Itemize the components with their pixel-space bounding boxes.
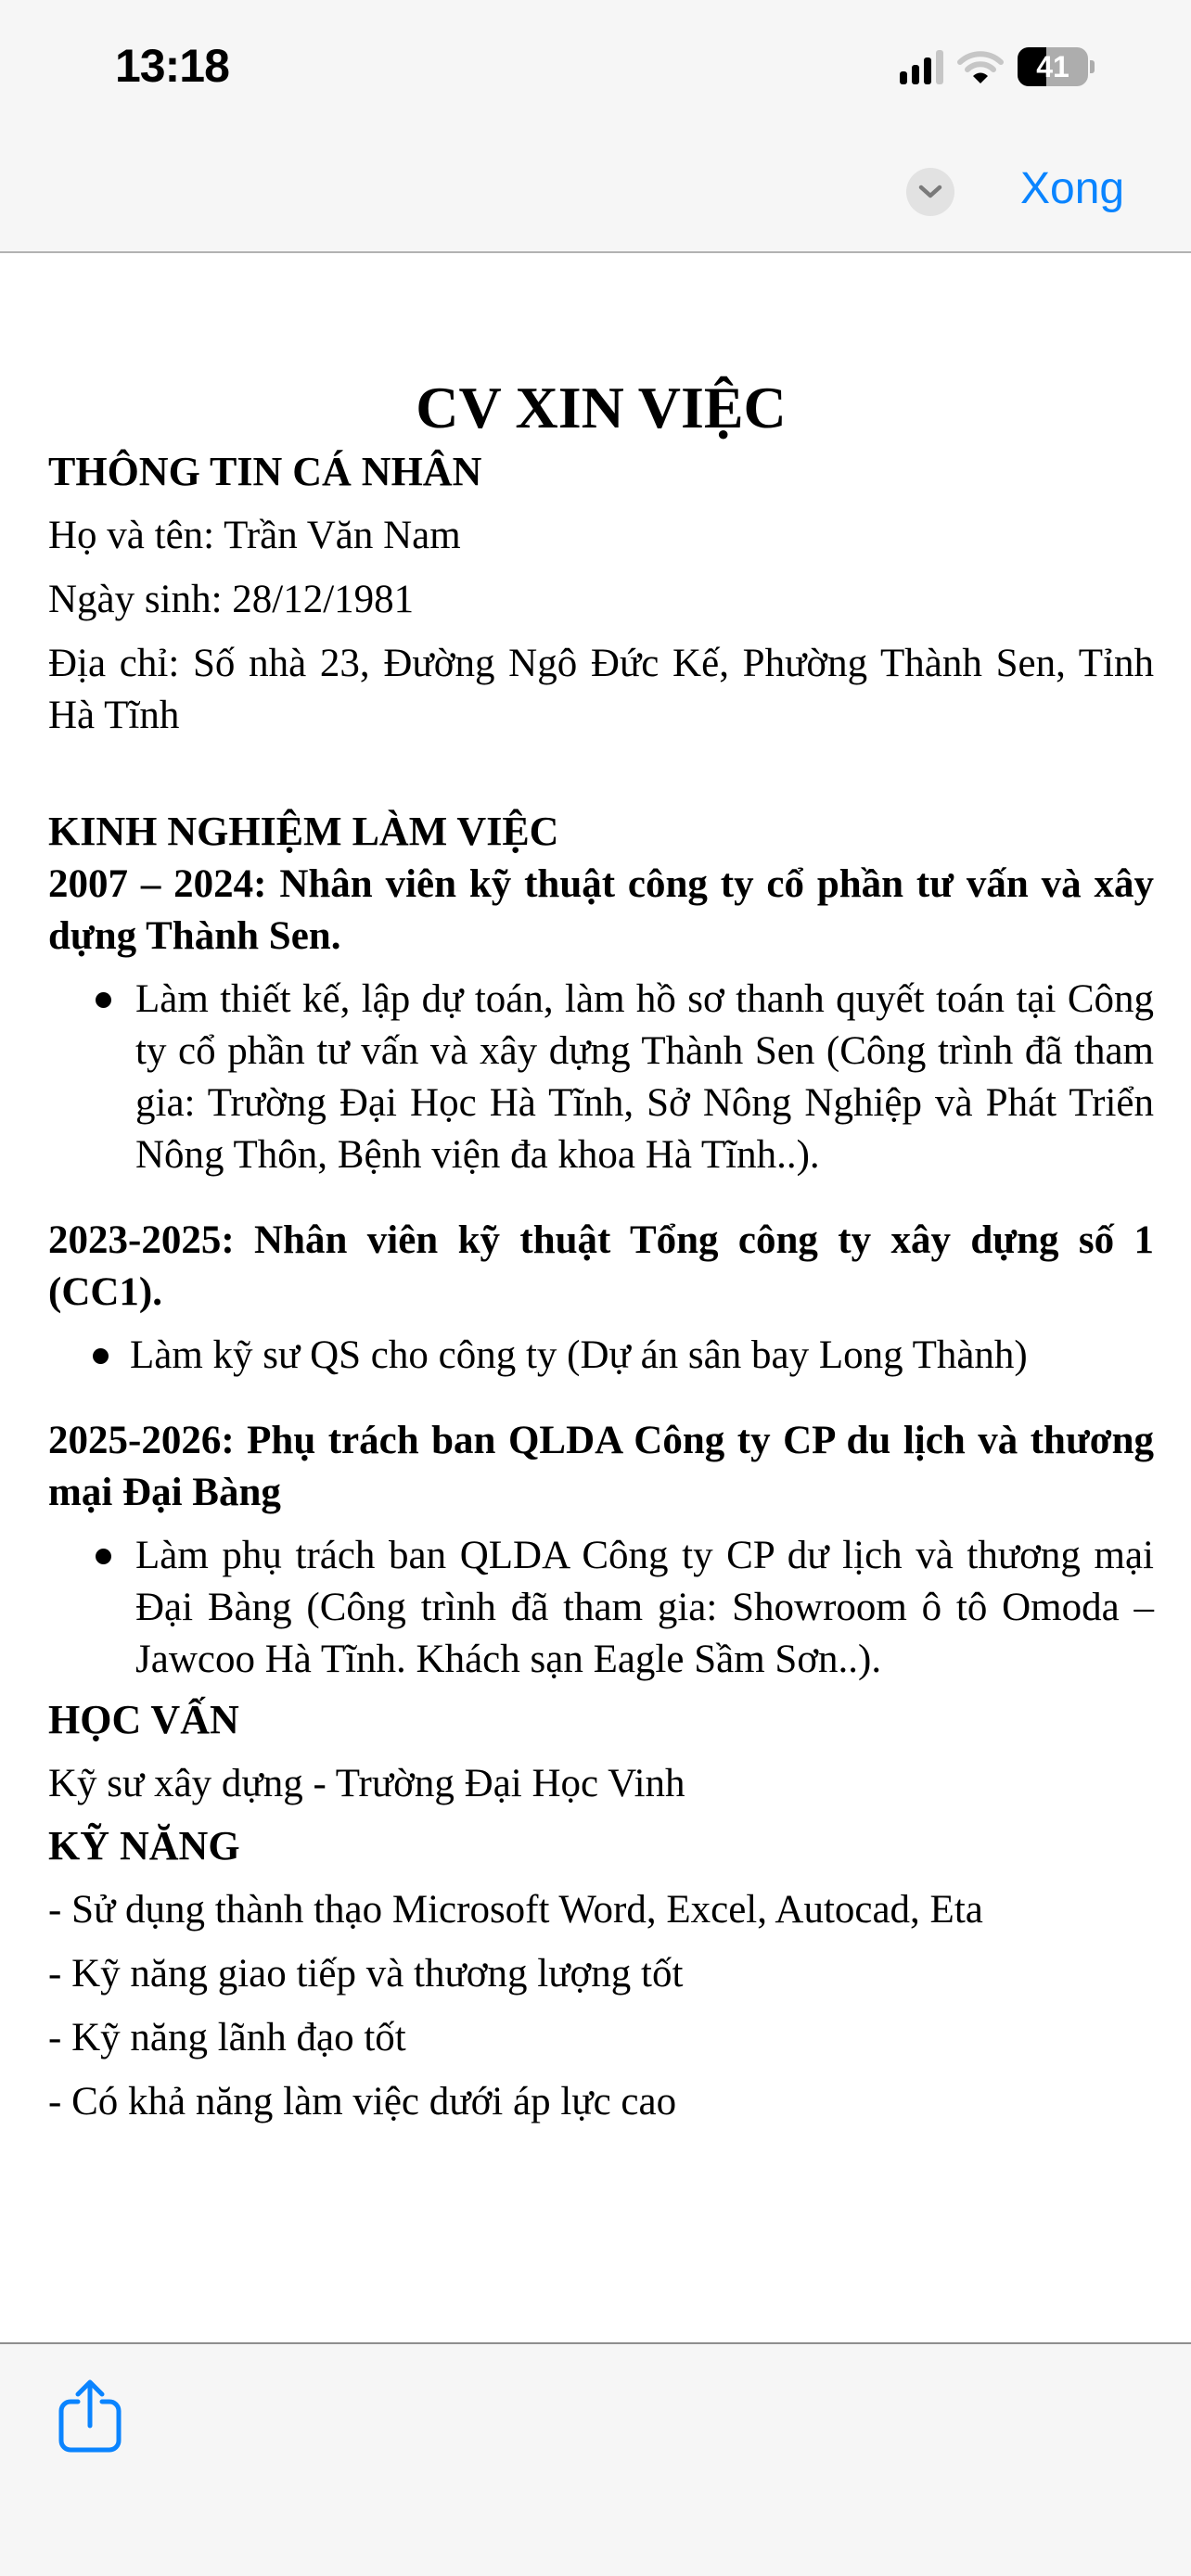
bullet-icon bbox=[93, 1348, 109, 1364]
share-icon bbox=[58, 2379, 122, 2454]
status-time: 13:18 bbox=[115, 40, 229, 92]
chevron-down-icon bbox=[918, 185, 942, 199]
battery-percent: 41 bbox=[1036, 49, 1069, 83]
section-heading: KỸ NĂNG bbox=[48, 1823, 240, 1868]
job-title: 2023-2025: Nhân viên kỹ thuật Tổng công ty xây dựng số 1 (CC1). bbox=[48, 1218, 1154, 1314]
skill-item: - Sử dụng thành thạo Microsoft Word, Excel, Autocad, Eta bbox=[48, 1888, 983, 1932]
wifi-icon bbox=[956, 49, 1005, 84]
list-item: Làm kỹ sư QS cho công ty (Dự án sân bay Long Thành) bbox=[130, 1330, 1154, 1382]
top-bar bbox=[0, 0, 1191, 253]
section-heading: THÔNG TIN CÁ NHÂN bbox=[48, 449, 482, 494]
skill-item: - Kỹ năng lãnh đạo tốt bbox=[48, 2016, 406, 2060]
personal-info-section bbox=[48, 445, 1154, 742]
section-heading: KINH NGHIỆM LÀM VIỆC bbox=[48, 809, 559, 854]
address: Địa chỉ: Số nhà 23, Đường Ngô Đức Kế, Phường Thành Sen, Tỉnh Hà Tĩnh bbox=[48, 642, 1154, 737]
bottom-toolbar bbox=[0, 2342, 1191, 2576]
cellular-signal-icon bbox=[900, 49, 943, 84]
job-entry bbox=[48, 1215, 1154, 1382]
education-entry: Kỹ sư xây dựng - Trường Đại Học Vinh bbox=[48, 1762, 685, 1805]
done-button[interactable]: Xong bbox=[1020, 164, 1125, 213]
status-icons bbox=[900, 48, 1095, 85]
section-heading: HỌC VẤN bbox=[48, 1697, 239, 1742]
list-item: Làm phụ trách ban QLDA Công ty CP dư lịch và thương mại Đại Bàng (Công trình đã tham gia: Showroom ô tô Omoda – Jawcoo Hà Tĩnh. Khách sạn Eagle Sầm Sơn..). bbox=[135, 1530, 1154, 1686]
skills-section bbox=[48, 1819, 1154, 2128]
document-title: CV XIN VIỆC bbox=[416, 375, 787, 440]
job-entry bbox=[48, 1415, 1154, 1686]
battery-indicator bbox=[1018, 47, 1095, 86]
skill-item: - Có khả năng làm việc dưới áp lực cao bbox=[48, 2080, 677, 2123]
bullet-icon bbox=[96, 1549, 111, 1564]
job-title: 2025-2026: Phụ trách ban QLDA Công ty CP du lịch và thương mại Đại Bàng bbox=[48, 1419, 1154, 1514]
experience-section bbox=[48, 805, 1154, 1686]
job-title: 2007 – 2024: Nhân viên kỹ thuật công ty cổ phần tư vấn và xây dựng Thành Sen. bbox=[48, 862, 1154, 958]
job-bullets bbox=[48, 974, 1154, 1181]
birth-date: Ngày sinh: 28/12/1981 bbox=[48, 578, 415, 621]
job-bullets bbox=[48, 1530, 1154, 1686]
collapse-button[interactable] bbox=[906, 168, 954, 216]
skill-item: - Kỹ năng giao tiếp và thương lượng tốt bbox=[48, 1952, 684, 1996]
job-bullets bbox=[48, 1330, 1154, 1382]
share-button[interactable] bbox=[58, 2379, 122, 2454]
bullet-icon bbox=[96, 992, 111, 1008]
education-section bbox=[48, 1693, 1154, 1810]
document-content bbox=[48, 371, 1154, 2128]
list-item: Làm thiết kế, lập dự toán, làm hồ sơ thanh quyết toán tại Công ty cổ phần tư vấn và xây dựng Thành Sen (Công trình đã tham gia: Trường Đại Học Hà Tĩnh, Sở Nông Nghiệp và Phát Triển Nông Thôn, Bệnh viện đa khoa Hà Tĩnh..). bbox=[135, 974, 1154, 1181]
job-entry bbox=[48, 859, 1154, 1181]
full-name: Họ và tên: Trần Văn Nam bbox=[48, 514, 461, 557]
battery-icon bbox=[1018, 47, 1088, 86]
